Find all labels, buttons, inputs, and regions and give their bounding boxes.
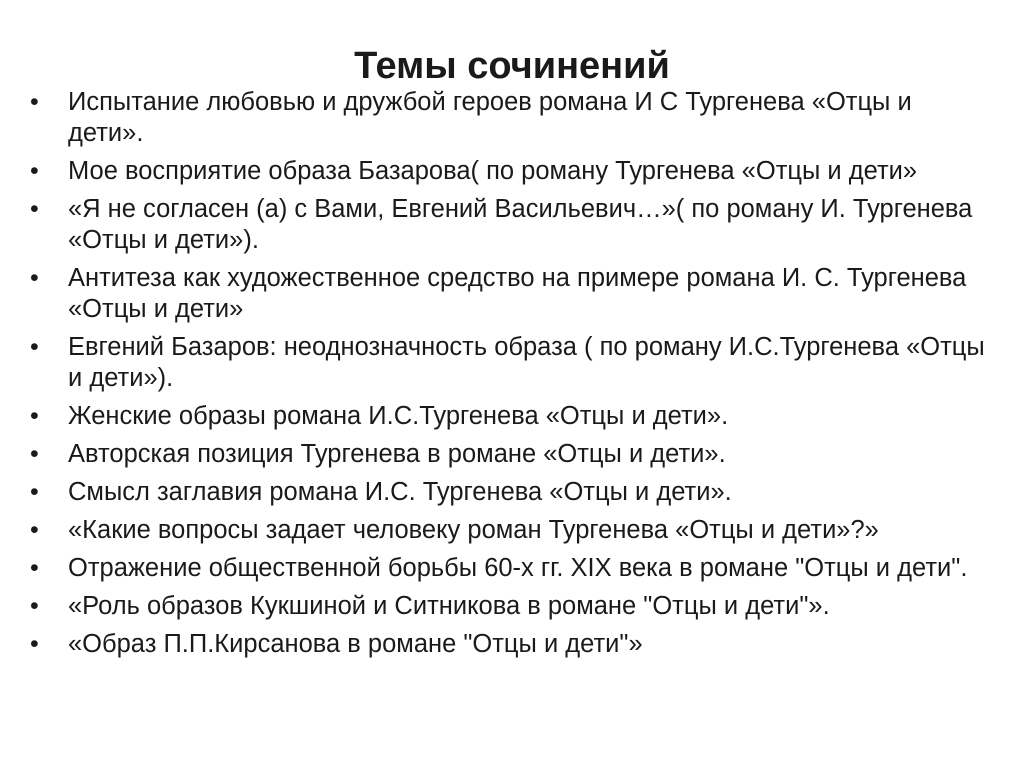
bullet-icon: • — [30, 516, 39, 544]
list-item — [30, 591, 990, 622]
list-item — [30, 515, 990, 546]
list-item — [30, 629, 990, 660]
list-item-text: «Какие вопросы задает человеку роман Тургенева «Отцы и дети»?» — [68, 516, 879, 544]
list-item-text: Мое восприятие образа Базарова( по роману Тургенева «Отцы и дети» — [68, 157, 918, 185]
bullet-icon: • — [30, 88, 39, 116]
bullet-icon: • — [30, 630, 39, 658]
list-item-text: Евгений Базаров: неоднозначность образа ( по роману И.С.Тургенева «Отцы и дети»). — [68, 333, 985, 392]
bullet-icon: • — [30, 592, 39, 620]
bullet-icon: • — [30, 440, 39, 468]
list-item-text: «Образ П.П.Кирсанова в романе "Отцы и дети"» — [68, 630, 643, 658]
list-item-text: «Роль образов Кукшиной и Ситникова в романе "Отцы и дети"». — [68, 592, 830, 620]
bullet-icon: • — [30, 402, 39, 430]
list-item — [30, 401, 990, 432]
topic-list — [30, 87, 990, 667]
list-item-text: Антитеза как художественное средство на примере романа И. С. Тургенева «Отцы и дети» — [68, 264, 967, 323]
list-item-text: «Я не согласен (а) с Вами, Евгений Васильевич…»( по роману И. Тургенева «Отцы и дети»). — [68, 195, 973, 254]
slide-title: Темы сочинений — [354, 45, 670, 87]
list-item — [30, 87, 990, 149]
list-item-text: Смысл заглавия романа И.С. Тургенева «Отцы и дети». — [68, 478, 732, 506]
list-item — [30, 263, 990, 325]
list-item — [30, 477, 990, 508]
list-item-text: Женские образы романа И.С.Тургенева «Отцы и дети». — [68, 402, 729, 430]
list-item — [30, 156, 990, 187]
list-item-text: Отражение общественной борьбы 60-х гг. XIX века в романе "Отцы и дети". — [68, 554, 968, 582]
bullet-icon: • — [30, 478, 39, 506]
bullet-icon: • — [30, 195, 39, 223]
bullet-icon: • — [30, 333, 39, 361]
list-item — [30, 553, 990, 584]
list-item-text: Испытание любовью и дружбой героев романа И С Тургенева «Отцы и дети». — [68, 88, 912, 147]
list-item — [30, 439, 990, 470]
list-item-text: Авторская позиция Тургенева в романе «Отцы и дети». — [68, 440, 726, 468]
bullet-icon: • — [30, 554, 39, 582]
bullet-icon: • — [30, 157, 39, 185]
list-item — [30, 332, 990, 394]
bullet-icon: • — [30, 264, 39, 292]
list-item — [30, 194, 990, 256]
